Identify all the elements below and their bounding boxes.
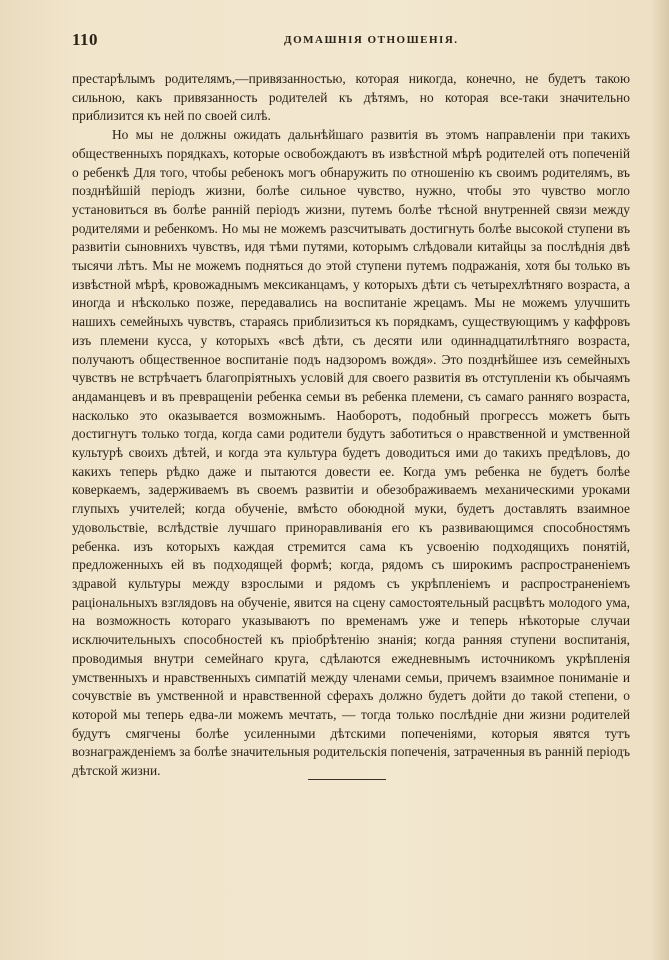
page-header (72, 30, 632, 52)
paragraph-continuation: престарѣлымъ родителямъ,—привязанностью, которая никогда, конечно, не будетъ такою сильною, какъ привязанность родителей къ дѣтямъ, но которая все-таки значительно приблизится къ ней по своей силѣ. (72, 71, 630, 124)
page-edge-shadow (651, 0, 669, 960)
running-title: ДОМАШНІЯ ОТНОШЕНІЯ. (284, 34, 459, 46)
section-end-rule (308, 779, 386, 780)
body-text (72, 70, 630, 781)
paragraph-main: Но мы не должны ожидать дальнѣйшаго развитія въ этомъ направленіи при такихъ общественныхъ порядкахъ, которые освобождаютъ въ извѣстной мѣрѣ родителей отъ попеченій о ребенкѣ Для того, чтобы ребенокъ могъ обнаружить по отношенію къ своимъ родителямъ, въ позднѣйшій періодъ жизни, болѣе сильное чувство, нужно, чтобы это чувство могло установиться въ болѣе ранній періодъ жизни, путемъ болѣе тѣсной внутренней связи между родителями и ребенкомъ. Но мы не можемъ разсчитывать достигнуть болѣе высокой ступени въ развитіи сыновнихъ чувствъ, идя тѣми путями, которымъ слѣдовали китайцы за послѣднія двѣ тысячи лѣтъ. Мы не можемъ подняться до этой ступени путемъ подражанія, хотя бы только въ извѣстной мѣрѣ, кровожаднымъ мексиканцамъ, у которыхъ дѣти съ четырехлѣтняго возраста, а иногда и нѣсколько позже, передавались на воспитаніе жрецамъ. Мы не можемъ улучшить нашихъ семейныхъ чувствъ, стараясь приблизиться къ порядкамъ, существующимъ у каффровъ изъ племени кусса, у которыхъ «всѣ дѣти, съ десяти или одиннадцатилѣтняго возраста, получаютъ общественное воспитаніе подъ надзоромъ вождя». Это позднѣйшее изъ семейныхъ чувствъ не встрѣчаетъ благопріятныхъ условій для своего развитія въ отступленіи къ обычаямъ андаманцевъ и въ превращеніи ребенка семьи въ ребенка племени, съ самаго ранняго возраста, насколько это оказывается возможнымъ. Наоборотъ, подобный прогрессъ можетъ быть достигнутъ только тогда, когда сами родители будутъ заботиться о нравственной и умственной культурѣ своихъ дѣтей, и когда эта культура будетъ доводиться ими до такихъ предѣловъ, до какихъ теперь рѣдко даже и пытаются довести ее. Когда умъ ребенка не будетъ болѣе коверкаемъ, задерживаемъ въ своемъ развитіи и обезображиваемъ механическими уроками глупыхъ учителей; когда обученіе, вмѣсто обоюдной муки, будетъ доставлять взаимное удовольствіе, вслѣдствіе лучшаго приноравливанія его къ развивающимся способностямъ ребенка. изъ которыхъ каждая стремится сама къ усвоенію подходящихъ понятій, предложенныхъ ей въ подходящей формѣ; когда, рядомъ съ широкимъ распространеніемъ здравой культуры между взрослыми и рядомъ съ укрѣпленіемъ и распространеніемъ раціональныхъ взглядовъ на обученіе, явится на сцену самостоятельный расцвѣтъ молодого ума, на возможность котораго указываютъ по временамъ уже и теперь нѣкоторые случаи исключительныхъ способностей къ пріобрѣтенію знанія; когда ранняя ступени воспитанія, проводимыя внутри семейнаго круга, сдѣлаются ежедневнымъ источникомъ укрѣпленія умственныхъ и нравственныхъ симпатій между членами семьи, причемъ взаимное пониманіе и сочувствіе въ умственной и нравственной сферахъ должно будетъ дойти до такой степени, о которой мы теперь едва-ли можемъ мечтать, — тогда только послѣдніе дни жизни родителей будутъ смягчены болѣе усиленными дѣтскими попеченіями, которыя явятся тутъ вознагражденіемъ за болѣе значительныя родительскія попеченія, затраченныя въ ранній періодъ дѣтской жизни. (72, 127, 630, 779)
page-number: 110 (72, 30, 99, 49)
